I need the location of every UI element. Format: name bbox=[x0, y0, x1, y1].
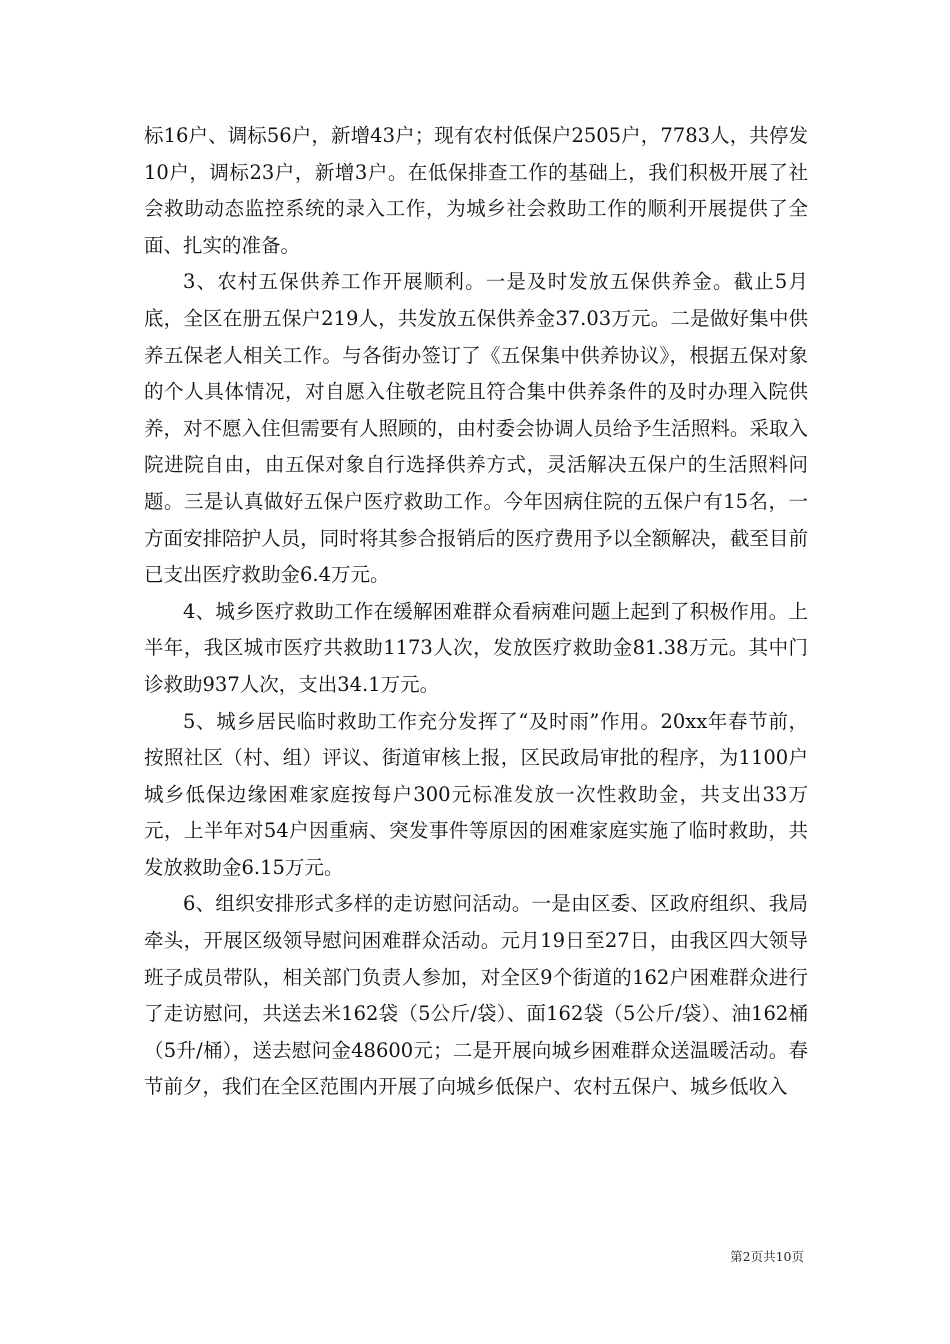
paragraph-medical-assistance: 4、城乡医疗救助工作在缓解困难群众看病难问题上起到了积极作用。上半年，我区城市医疗共救助1173人次，发放医疗救助金81.38万元。其中门诊救助937人次，支出34.1万元。 bbox=[144, 599, 808, 696]
paragraph-continuation: 标16户、调标56户，新增43户；现有农村低保户2505户，7783人，共停发10户，调标23户，新增3户。在低保排查工作的基础上，我们积极开展了社会救助动态监控系统的录入工作，为城乡社会救助工作的顺利开展提供了全面、扎实的准备。 bbox=[144, 124, 808, 257]
page-number-footer: 第2页共10页 bbox=[730, 1249, 804, 1264]
paragraph-temporary-assistance: 5、城乡居民临时救助工作充分发挥了“及时雨”作用。20xx年春节前，按照社区（村、组）评议、街道审核上报，区民政局审批的程序，为1100户城乡低保边缘困难家庭按每户300元标准发放一次性救助金，共支出33万元，上半年对54户因重病、突发事件等原因的困难家庭实施了临时救助，共发放救助金6.15万元。 bbox=[144, 709, 808, 879]
paragraph-visits-condolence: 6、组织安排形式多样的走访慰问活动。一是由区委、区政府组织、我局牵头，开展区级领导慰问困难群众活动。元月19日至27日，由我区四大领导班子成员带队，相关部门负责人参加，对全区9个街道的162户困难群众进行了走访慰问，共送去米162袋（5公斤/袋）、面162袋（5公斤/袋）、油162桶（5升/桶），送去慰问金48600元；二是开展向城乡困难群众送温暖活动。春节前夕，我们在全区范围内开展了向城乡低保户、农村五保户、城乡低收入 bbox=[144, 892, 808, 1099]
document-body bbox=[144, 118, 808, 1106]
paragraph-rural-five-guarantee: 3、农村五保供养工作开展顺利。一是及时发放五保供养金。截止5月底，全区在册五保户219人，共发放五保供养金37.03万元。二是做好集中供养五保老人相关工作。与各街办签订了《五保集中供养协议》，根据五保对象的个人具体情况，对自愿入住敬老院且符合集中供养条件的及时办理入院供养，对不愿入住但需要有人照顾的，由村委会协调人员给予生活照料。采取入院进院自由，由五保对象自行选择供养方式，灵活解决五保户的生活照料问题。三是认真做好五保户医疗救助工作。今年因病住院的五保户有15名，一方面安排陪护人员，同时将其参合报销后的医疗费用予以全额解决，截至目前已支出医疗救助金6.4万元。 bbox=[144, 270, 808, 587]
